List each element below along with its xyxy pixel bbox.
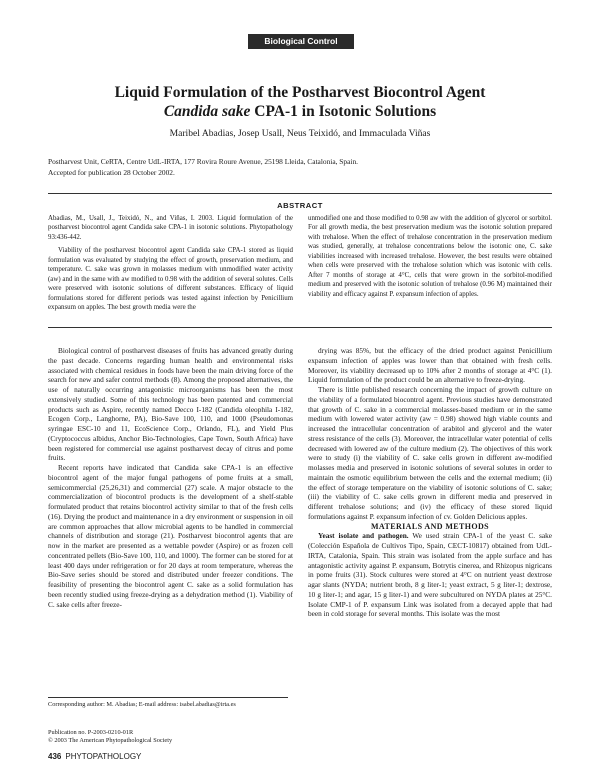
affiliation [48, 157, 558, 178]
body-left-column [48, 346, 293, 609]
corresponding-author-note: Corresponding author: M. Abadias; E-mail address: isabel.abadias@irta.es [48, 701, 236, 708]
section-tag: Biological Control [248, 34, 354, 49]
publication-number: Publication no. P-2003-0210-01R [48, 729, 134, 736]
methods-text: We used strain CPA-1 of the yeast C. sake (Colección Española de Cultivos Tipo, Spain, CECT-10817) obtained from UdL-IRTA, Catalonia, Spain. This strain was isolated from the apple surface and has antagonistic activity against P. expansum, Botrytis cinerea, and Rhizopus nigricans in pome fruits (31). Stock cultures were stored at 4°C on nutrient yeast dextrose agar slants (NYDA; nutrient broth, 8 g liter-1; yeast extract, 5 g liter-1; dextrose, 10 g liter-1; and agar, 15 g liter-1) and were subcultured on NYDA plates at 25°C. Isolate CMP-1 of P. expansum Link was isolated from a decayed apple that had been in cold storage for several months. This isolate was the most [308, 531, 552, 619]
page-number: 436 [48, 752, 62, 761]
body-paragraph: Recent reports have indicated that Candida sake CPA-1 is an effective biocontrol agent of the major fungal pathogens of pome fruits at a small, semicommercial (25,26,31) and commercial (27) scale. A major obstacle to the commercialization of biocontrol products is the development of a shelf-stable formulated product that retains biocontrol activity similar to that of the fresh cells (16). Drying the product and maintenance in a dry environment or suspension in oil are common approaches that allow microbial agents to be handled in commercial channels of distribution and storage (21). Postharvest biocontrol agents that are now in the market are presented as a wettable powder (Aspire) or as frozen cell concentrated pellets (Bio-Save 100, 110, and 1000). The former can be stored for at least 400 days under refrigeration or for 20 days at room temperature, whereas the Bio-Save series should be stored and distributed under freezer conditions. The feasibility of presenting the biocontrol agent C. sake as a solid formulation has been recently studied using freeze-drying as a dehydration method (1). Viability of C. sake cells after freeze- [48, 463, 293, 609]
abstract-right-column [308, 214, 552, 299]
abstract-text-left: Viability of the postharvest biocontrol agent Candida sake CPA-1 stored as liquid formulation was evaluated by studying the effect of growth, preservation medium, and temperature. C. sake was grown in molasses medium with unmodified water activity (aw) and in the same with aw modified to 0.98 with the addition of several solutes. Cells were preserved with isotonic solutions of different substances. Efficacy of liquid formulations stored for different periods was tested against infection by Penicillium expansum on apples. The best growth media were the [48, 247, 293, 312]
methods-paragraph [308, 531, 552, 619]
paper-title [0, 83, 600, 121]
author-list: Maribel Abadias, Josep Usall, Neus Teixidó, and Immaculada Viñas [169, 128, 431, 139]
publication-info [48, 729, 288, 745]
title-line-2-rest: CPA-1 in Isotonic Solutions [250, 103, 437, 120]
abstract-left-column [48, 214, 293, 313]
methods-heading: MATERIALS AND METHODS [370, 521, 490, 531]
abstract-heading: ABSTRACT [277, 201, 323, 210]
abstract-bottom-rule [48, 327, 552, 328]
accepted-date: Accepted for publication 28 October 2002. [48, 167, 175, 177]
title-line-1: Liquid Formulation of the Postharvest Biocontrol Agent [114, 84, 486, 101]
affiliation-address: Postharvest Unit, CeRTA, Centre UdL-IRTA, 177 Rovira Roure Avenue, 25198 Lleida, Catalonia, Spain. [48, 157, 358, 166]
abstract-text-right: unmodified one and those modified to 0.98 aw with the addition of glycerol or sorbitol. For all growth media, the best preservation medium was the isotonic solution prepared with trehalose. When the effect of trehalose concentration in the preservation medium was studied, generally, at trehalose concentrations below the isotonic one, C. sake viabilities increased with increased trehalose. However, the best results were obtained when cells were preserved with the trehalose solution which was isotonic with cells. After 7 months of storage at 4°C, cells that were grown in the sorbitol-modified medium and preserved with the isotonic solution of trehalose (0.96 M) maintained their viability and efficacy against P. expansum infection of apples. [308, 215, 552, 298]
abstract-top-rule [48, 193, 552, 194]
body-paragraph: drying was 85%, but the efficacy of the dried product against Penicillium expansum infection of apples was lower than that obtained with fresh cells. Moreover, its viability decreased up to 10% after 2 months of storage at 4°C (1). Liquid formulation of the product could be an alternative to freeze-drying. [308, 346, 552, 385]
methods-subhead: Yeast isolate and pathogen. [318, 531, 409, 541]
journal-name: PHYTOPATHOLOGY [65, 752, 142, 761]
body-paragraph: Biological control of postharvest diseases of fruits has advanced greatly during the past decade. Concerns regarding human health and environmental risks associated with chemical residues in foods have been the main driving force of the search for new and safer control methods (8). Among the proposed alternatives, the use of naturally occurring antagonistic microorganisms has been the most extensively studied. Some of this technology has been patented and commercial products such as Aspire, recently named Decco I-182 (Candida oleophila I-182, Ecogen Corp., Langhorne, PA), Bio-Save 100, 110, and 1000 (Pseudomonas syringae ESC-10 and 11, EcoScience Corp., Orlando, FL), and Yield Plus (Cryptococcus albidus, Anchor Bio-Technologies, Cape Town, South Africa) have been registered for commercial use against postharvest decay of citrus and pome fruits. [48, 346, 293, 463]
copyright-line: © 2003 The American Phytopathological Society [48, 737, 173, 744]
body-paragraph: There is little published research concerning the impact of growth culture on the viability of a formulated biocontrol agent. Previous studies have demonstrated that growth of C. sake in a commercial molasses-based medium or in the same medium with lowered water activity (aw = 0.98) showed high viable counts and increased the intracellular concentration of arabitol and glycerol and the water stress resistance of the cells (3). Moreover, the intracellular water potential of cells decreased with lowered aw of the culture medium (2). The objectives of this work were to study (i) the viability of C. sake cells grown in different aw-modified molasses media and preserved in isotonic solutions of several solutes in order to maintain the osmotic equilibrium between the cells and the external medium; (ii) the effect of storage temperature on the viability of isotonic solutions of C. sake; (iii) the viability of C. sake cells grown in different media and preserved in different trehalose solutions; and (iv) the efficacy of these stored liquid formulations against P. expansum infection of cv. Golden Delicious apples. [308, 385, 552, 521]
page-footer [48, 752, 141, 761]
body-right-column [308, 346, 552, 619]
title-species: Candida sake [163, 103, 251, 120]
abstract-citation: Abadias, M., Usall, J., Teixidó, N., and Viñas, I. 2003. Liquid formulation of the postharvest biocontrol agent Candida sake CPA-1 in isotonic solutions. Phytopathology 93:436-442. [48, 215, 293, 241]
title-line-2 [0, 102, 600, 121]
footnote-rule [48, 697, 288, 698]
